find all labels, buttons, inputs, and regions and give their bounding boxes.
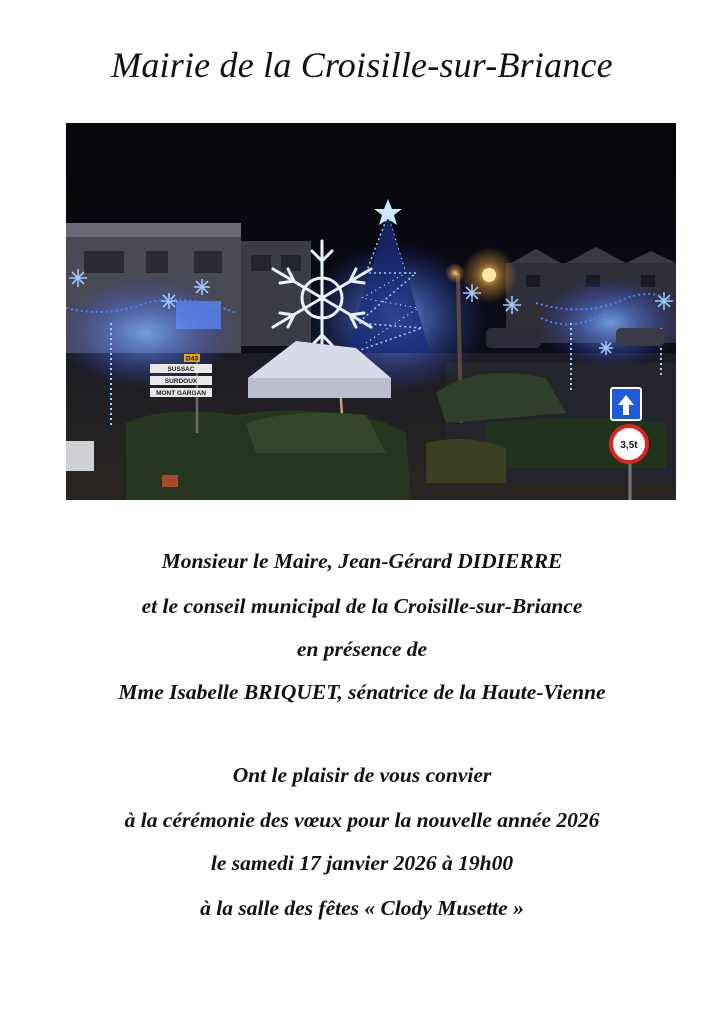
venue-line: à la salle des fêtes « Clody Musette » xyxy=(200,896,524,920)
council-line: et le conseil municipal de la Croisille-sur-Briance xyxy=(141,594,583,618)
one-way-sign xyxy=(611,388,641,420)
ceremony-line: à la cérémonie des vœux pour la nouvelle année 2026 xyxy=(124,808,600,832)
invitation-intro-line: Ont le plaisir de vous convier xyxy=(232,763,492,787)
sign-surdoux: SURDOUX xyxy=(164,378,198,385)
page-title: Mairie de la Croisille-sur-Briance xyxy=(111,45,613,85)
town-square-christmas-lights-photo xyxy=(66,123,676,500)
sign-sussac: SUSSAC xyxy=(167,366,195,373)
date-time-line: le samedi 17 janvier 2026 à 19h00 xyxy=(210,851,514,875)
senator-line: Mme Isabelle BRIQUET, sénatrice de la Haute-Vienne xyxy=(118,680,606,704)
road-number-sign: D43 xyxy=(186,355,198,363)
weight-limit-label: 3,5t xyxy=(620,440,638,451)
presence-line: en présence de xyxy=(296,637,428,661)
mayor-line: Monsieur le Maire, Jean-Gérard DIDIERRE xyxy=(161,549,563,573)
sign-mont-gargan: MONT GARGAN xyxy=(156,390,206,397)
